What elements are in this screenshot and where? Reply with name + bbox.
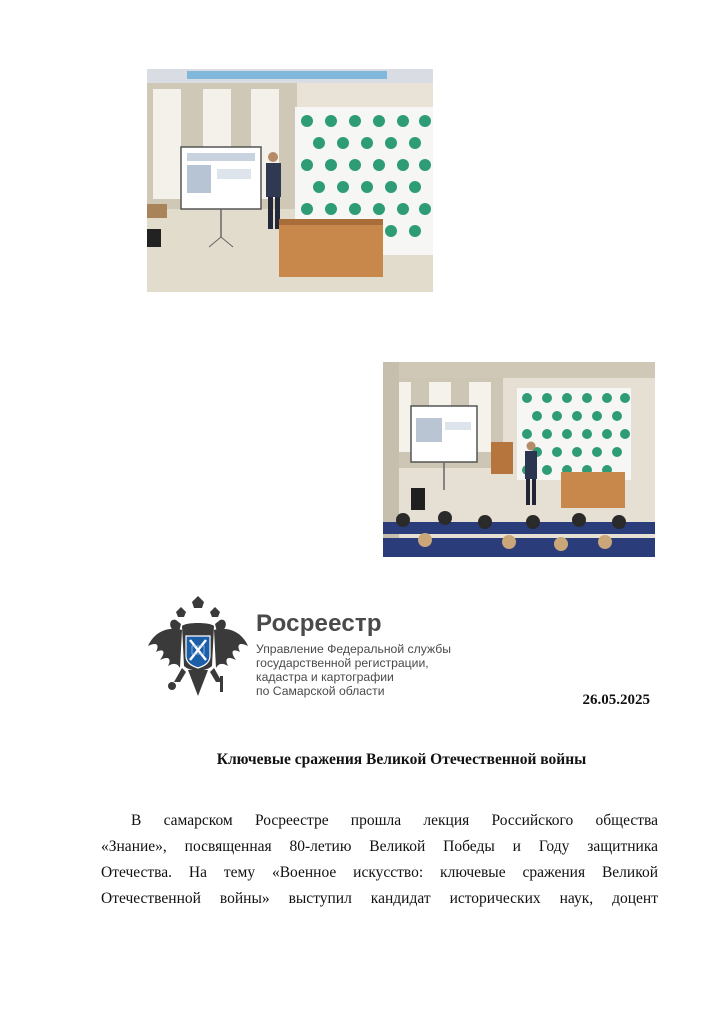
rosreestr-logo xyxy=(146,596,466,706)
lecture-photo-audience xyxy=(383,362,655,557)
body-line: Отечественной войны» выступил кандидат исторических наук, доцент xyxy=(101,890,658,907)
publication-date: 26.05.2025 xyxy=(582,692,650,708)
body-line: «Знание», посвященная 80-летию Великой Победы и Году защитника xyxy=(101,838,658,855)
article-title: Ключевые сражения Великой Отечественной войны xyxy=(216,751,587,768)
brand-name: Росреестр xyxy=(256,610,382,637)
brand-subtitle-line: Управление Федеральной службы xyxy=(256,642,451,656)
brand-subtitle-line: кадастра и картографии xyxy=(256,670,394,684)
lecture-photo-stage xyxy=(147,69,433,292)
double-headed-eagle-emblem xyxy=(146,596,250,706)
brand-subtitle xyxy=(256,642,451,698)
brand-subtitle-line: государственной регистрации, xyxy=(256,656,429,670)
brand-subtitle-line: по Самарской области xyxy=(256,684,385,698)
article-body xyxy=(101,808,658,912)
body-line: В самарском Росреестре прошла лекция Российского общества xyxy=(131,812,658,829)
body-line: Отечества. На тему «Военное искусство: ключевые сражения Великой xyxy=(101,864,658,881)
